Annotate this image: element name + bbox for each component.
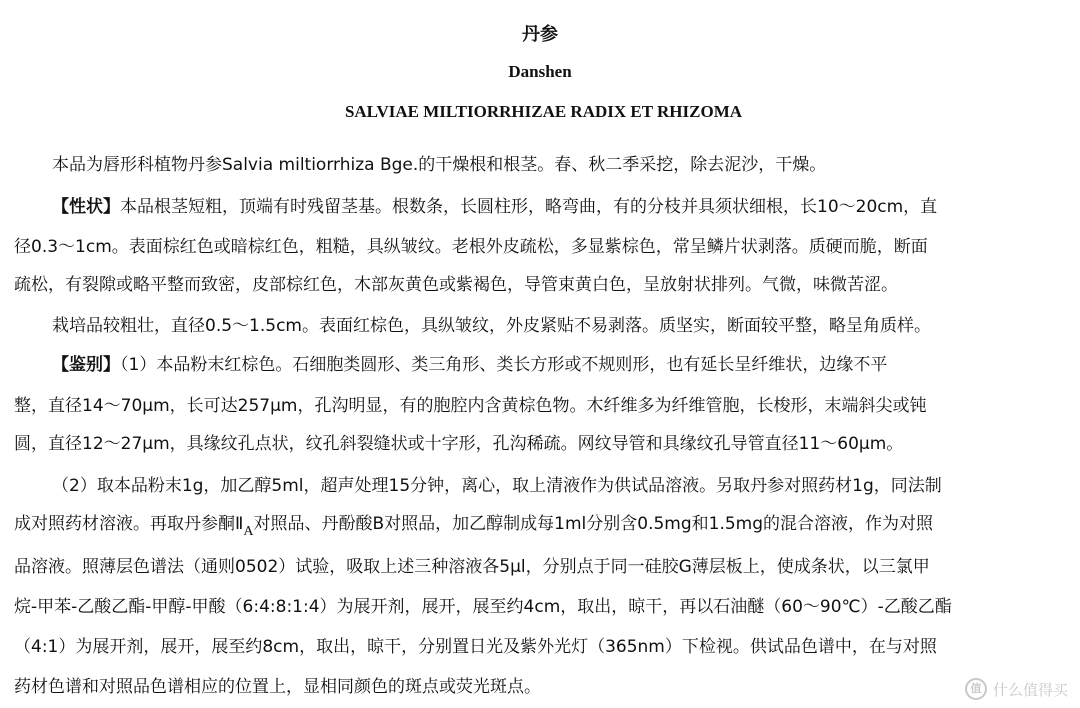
title-latin: SALVIAE MILTIORRHIZAE RADIX ET RHIZOMA [344,102,743,121]
title-chinese: 丹参 [522,24,558,45]
watermark-text: 什么值得买 [992,680,1068,699]
xingzhuang-line-1 [52,197,937,217]
jianbie-line-3: 圆，直径12～27μm，具缘纹孔点状，纹孔斜裂缝状或十字形，孔沟稀疏。网纹导管和具缘纹孔导管直径11～60μm。 [14,434,904,454]
title-pinyin: Danshen [508,62,572,81]
zaipei-line: 栽培品较粗壮，直径0.5～1.5cm。表面红棕色，具纵皱纹，外皮紧贴不易剥落。质坚实，断面较平整，略呈角质样。 [52,316,931,336]
method-subscript: A [243,524,254,539]
xingzhuang-label: 【性状】 [52,197,120,217]
xingzhuang-line-2: 径0.3～1cm。表面棕红色或暗棕红色，粗糙，具纵皱纹。老根外皮疏松，多显紫棕色，常呈鳞片状剥落。质硬而脆，断面 [14,237,928,257]
method-line-5: （4:1）为展开剂，展开，展至约8cm，取出，晾干，分别置日光及紫外光灯（365nm）下检视。供试品色谱中，在与对照 [14,637,937,657]
jianbie-text-1: （1）本品粉末红棕色。石细胞类圆形、类三角形、类长方形或不规则形，也有延长呈纤维状，边缘不平 [120,355,888,375]
intro-line: 本品为唇形科植物丹参Salvia miltiorrhiza Bge.的干燥根和根茎。春、秋二季采挖，除去泥沙，干燥。 [52,155,827,175]
method-text-2a: 成对照药材溶液。再取丹参酮Ⅱ [14,514,244,534]
method-line-4: 烷-甲苯-乙酸乙酯-甲醇-甲酸（6:4:8:1:4）为展开剂，展开，展至约4cm，取出，晾干，再以石油醚（60～90℃）-乙酸乙酯 [14,597,952,617]
watermark-logo-icon: 值 [965,678,987,700]
method-line-2 [14,514,934,539]
method-line-1: （2）取本品粉末1g，加乙醇5ml，超声处理15分钟，离心，取上清液作为供试品溶液。另取丹参对照药材1g，同法制 [52,476,942,496]
xingzhuang-line-3: 疏松，有裂隙或略平整而致密，皮部棕红色，木部灰黄色或紫褐色，导管束黄白色，呈放射状排列。气微，味微苦涩。 [14,275,898,295]
xingzhuang-text-1: 本品根茎短粗，顶端有时残留茎基。根数条，长圆柱形，略弯曲，有的分枝并具须状细根，长10～20cm，直 [120,197,938,217]
method-line-6: 药材色谱和对照品色谱相应的位置上，显相同颜色的斑点或荧光斑点。 [14,677,541,697]
method-text-2b: 对照品、丹酚酸B对照品，加乙醇制成每1ml分别含0.5mg和1.5mg的混合溶液，作为对照 [253,514,934,534]
method-line-3: 品溶液。照薄层色谱法（通则0502）试验，吸取上述三种溶液各5μl，分别点于同一硅胶G薄层板上，使成条状，以三氯甲 [14,557,930,577]
jianbie-line-2: 整，直径14～70μm，长可达257μm，孔沟明显，有的胞腔内含黄棕色物。木纤维多为纤维管胞，长梭形，末端斜尖或钝 [14,396,927,416]
jianbie-line-1 [52,355,887,375]
watermark [965,678,1068,700]
jianbie-label: 【鉴别】 [52,355,120,375]
